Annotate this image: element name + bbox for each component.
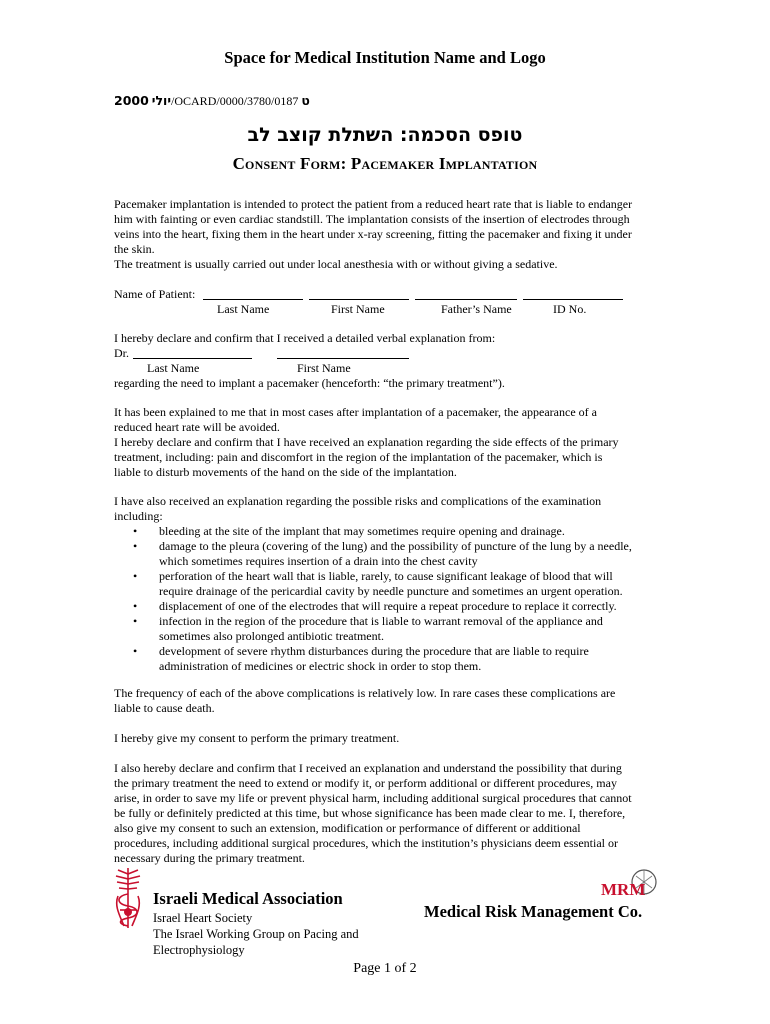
bullet-icon: • xyxy=(133,614,138,628)
ima-logo-icon xyxy=(110,866,146,930)
risks-section xyxy=(114,494,659,674)
mrm-logo-icon xyxy=(600,868,658,900)
intro-line: the skin. xyxy=(114,242,155,256)
intro-line: Pacemaker implantation is intended to protect the patient from a reduced heart rate that is liable to endanger xyxy=(114,197,633,211)
list-item: • displacement of one of the electrodes that will require a repeat procedure to replace it correctly. xyxy=(133,599,617,613)
explanation-line: treatment, including: pain and discomfort in the region of the implantation of the pacemaker, which is xyxy=(114,450,603,464)
patient-name-row xyxy=(114,287,195,302)
ref-month: יולי xyxy=(151,93,172,108)
declaration-line: I hereby declare and confirm that I received a detailed verbal explanation from: xyxy=(114,331,496,345)
extension-paragraph xyxy=(114,761,659,866)
bullet-icon: • xyxy=(133,599,138,613)
explanation-line: I hereby declare and confirm that I have received an explanation regarding the side effects of the primary xyxy=(114,435,619,449)
frequency-line: The frequency of each of the above complications is relatively low. In rare cases these complications are xyxy=(114,686,616,700)
bullet-icon: • xyxy=(133,569,138,583)
doctor-first-name-field[interactable] xyxy=(277,347,409,359)
dr-first-name-caption: First Name xyxy=(297,361,351,375)
ref-code: /OCARD/0000/3780/0187 xyxy=(171,94,299,108)
english-title: Consent Form: Pacemaker Implantation xyxy=(232,154,538,173)
patient-first-name-field[interactable] xyxy=(309,288,409,300)
intro-line: him with fainting or even cardiac standstill. The implantation consists of the insertion of electrodes through xyxy=(114,212,630,226)
intro-paragraph xyxy=(114,197,659,272)
doctor-last-name-field[interactable] xyxy=(133,347,252,359)
bullet-icon: • xyxy=(133,644,138,658)
extension-line: be fully or definitely predicted at this time, but whose significance has been made clear to me. I, therefore, xyxy=(114,806,626,820)
risks-list xyxy=(114,524,659,674)
explanation-line: reduced heart rate will be avoided. xyxy=(114,420,280,434)
institution-placeholder: Space for Medical Institution Name and Logo xyxy=(224,48,546,67)
dr-last-name-caption: Last Name xyxy=(147,361,200,375)
form-reference-code xyxy=(114,93,310,109)
father-name-caption: Father’s Name xyxy=(441,302,512,316)
extension-line: arise, in order to save my life or prevent physical harm, including additional surgical procedures that cannot xyxy=(114,791,632,805)
list-item: • bleeding at the site of the implant that may sometimes require opening and drainage. xyxy=(133,524,565,538)
hebrew-title: טופס הסכמה: השתלת קוצב לב xyxy=(247,124,523,146)
list-item: • perforation of the heart wall that is liable, rarely, to cause significant leakage of blood that will require drainage of the pericardial cavity by needle puncture and sometimes an urgent operation. xyxy=(133,569,623,598)
last-name-caption: Last Name xyxy=(217,302,270,316)
mrm-name: Medical Risk Management Co. xyxy=(424,902,643,921)
list-item: • damage to the pleura (covering of the lung) and the possibility of puncture of the lung by a needle, which sometimes requires insertion of a drain into the chest cavity xyxy=(133,539,632,568)
patient-name-label: Name of Patient: xyxy=(114,287,196,301)
explanation-paragraph xyxy=(114,405,659,480)
ref-year: 2000 xyxy=(114,93,149,108)
extension-line: also give my consent to such an extension, modification or performance of different or additional xyxy=(114,821,581,835)
mrm-logo-text: MRM xyxy=(601,880,646,899)
explanation-line: It has been explained to me that in most cases after implantation of a pacemaker, the appearance of a xyxy=(114,405,597,419)
ima-subtitle: Israel Heart Society xyxy=(153,911,253,925)
extension-line: the primary treatment the need to extend or modify it, or perform additional or different procedures, may xyxy=(114,776,617,790)
ima-subtitle: The Israel Working Group on Pacing and xyxy=(153,927,359,941)
list-item: • development of severe rhythm disturbances during the procedure that are liable to require administration of medicines or electric shock in order to stop them. xyxy=(133,644,589,673)
risks-intro-line: I have also received an explanation regarding the possible risks and complications of the examination xyxy=(114,494,602,508)
id-caption: ID No. xyxy=(553,302,587,316)
risks-intro-line: including: xyxy=(114,509,163,523)
dr-label: Dr. xyxy=(114,346,129,360)
list-item: • infection in the region of the procedure that is liable to warrant removal of the appliance and sometimes also prolonged antibiotic treatment. xyxy=(133,614,603,643)
bullet-icon: • xyxy=(133,524,138,538)
ref-suffix: ט xyxy=(301,93,310,108)
frequency-line: liable to cause death. xyxy=(114,701,215,715)
ima-subtitle: Electrophysiology xyxy=(153,943,245,957)
declaration-line: regarding the need to implant a pacemaker (henceforth: “the primary treatment”). xyxy=(114,376,505,390)
bullet-icon: • xyxy=(133,539,138,553)
patient-father-name-field[interactable] xyxy=(415,288,517,300)
extension-line: necessary during the primary treatment. xyxy=(114,851,305,865)
page-number: Page 1 of 2 xyxy=(353,961,417,976)
intro-line: veins into the heart, fixing them in the heart under x-ray screening, fitting the pacemaker and fixing it under xyxy=(114,227,632,241)
extension-line: I also hereby declare and confirm that I received an explanation and understand the possibility that during xyxy=(114,761,622,775)
ima-name: Israeli Medical Association xyxy=(153,889,343,908)
patient-id-field[interactable] xyxy=(523,288,623,300)
explanation-line: liable to disturb movements of the hand on the side of the implantation. xyxy=(114,465,457,479)
intro-line: The treatment is usually carried out under local anesthesia with or without giving a sedative. xyxy=(114,257,558,271)
first-name-caption: First Name xyxy=(331,302,385,316)
patient-last-name-field[interactable] xyxy=(203,288,303,300)
frequency-paragraph xyxy=(114,686,659,716)
consent-statement: I hereby give my consent to perform the primary treatment. xyxy=(114,731,400,745)
extension-line: procedures, including additional surgical procedures, which the institution’s physicians deem essential or xyxy=(114,836,618,850)
